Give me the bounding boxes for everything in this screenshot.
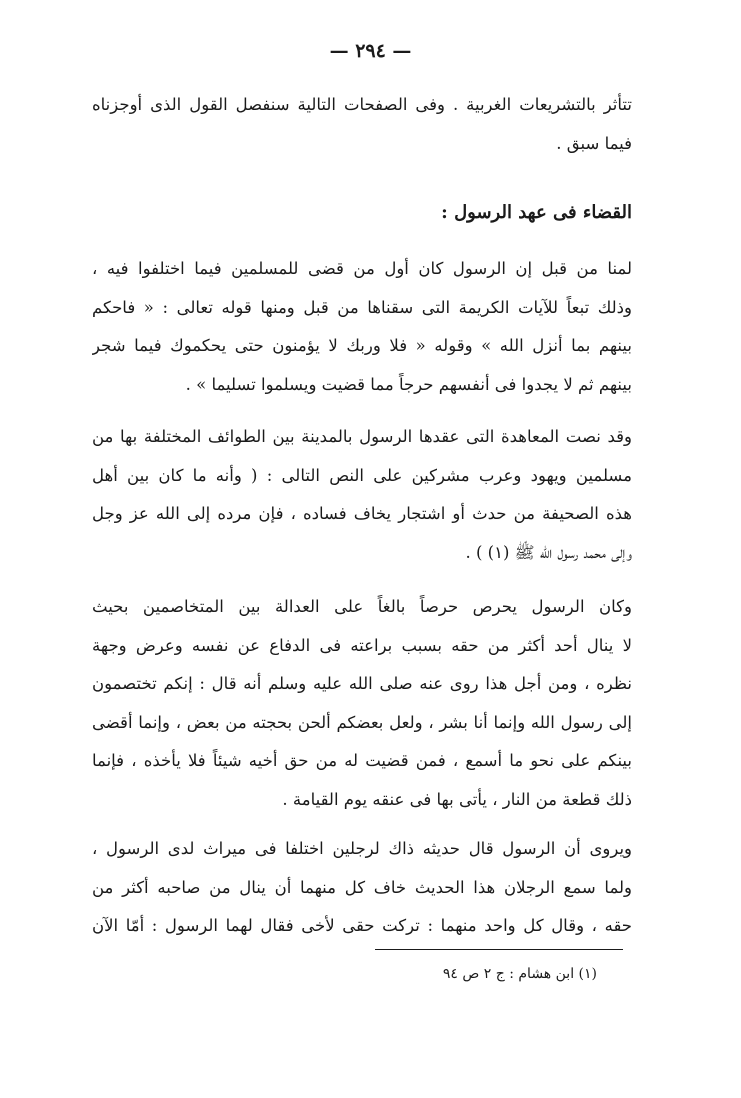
text-line: لمنا من قبل إن الرسول كان أول من قضى للمسلمين فيما اختلفوا فيه ،	[92, 259, 632, 278]
text-line: ذلك قطعة من النار ، يأتى بها فى عنقه يوم القيامة .	[282, 789, 632, 809]
text-line: ولما سمع الرجلان هذا الحديث خاف كل منهما أن ينال من صاحبه أكثر من	[92, 877, 632, 897]
paragraph-2	[92, 418, 632, 572]
text-line: ويروى أن الرسول قال حديثه ذاك لرجلين اختلفا فى ميراث لدى الرسول ،	[92, 839, 632, 858]
text-line: تتأثر بالتشريعات الغربية . وفى الصفحات التالية سنفصل القول الذى أوجزناه	[92, 95, 632, 114]
page-number: — ٢٩٤ —	[329, 40, 412, 62]
text-line: وقد نصت المعاهدة التى عقدها الرسول بالمدينة بين الطوائف المختلفة بها من	[92, 427, 632, 446]
text-line: وكان الرسول يحرص حرصاً بالغاً على العدالة بين المتخاصمين بحيث	[92, 597, 632, 616]
footnote: (١) ابن هشام : ج ٢ ص ٩٤	[442, 966, 597, 982]
paragraph-3	[92, 588, 632, 819]
text-line: لا ينال أحد أكثر من حقه بسبب براعته فى الدفاع عن نفسه وعرض وجهة	[92, 635, 632, 655]
footnote-divider	[375, 949, 623, 950]
section-heading: القضاء فى عهد الرسول :	[441, 202, 632, 223]
text-line: حقه ، وقال كل واحد منهما : تركت حقى لأخى فقال لهما الرسول : أمّا الآن	[92, 916, 632, 935]
text-line: بينكم على نحو ما أسمع ، فمن قضيت له من حق أخيه شيئاً فلا يأخذه ، فإنما	[92, 751, 632, 770]
paragraph-4	[92, 830, 632, 946]
paragraph-1	[92, 250, 632, 404]
text-line: وإلى محمد رسول الله ﷺ (١) ) .	[465, 542, 632, 562]
text-line: وذلك تبعاً للآيات الكريمة التى سقناها من قبل ومنها قوله تعالى : « فاحكم	[92, 297, 632, 317]
text-line: فيما سبق .	[556, 133, 632, 153]
text-line: بينهم بما أنزل الله » وقوله « فلا وربك لا يؤمنون حتى يحكموك فيما شجر	[92, 336, 632, 355]
intro-paragraph	[92, 86, 632, 163]
text-line: هذه الصحيفة من حدث أو اشتجار يخاف فساده ، فإن مرده إلى الله عز وجل	[92, 504, 632, 523]
text-line: مسلمين ويهود وعرب مشركين على النص التالى : ( وأنه ما كان بين أهل	[92, 465, 632, 485]
text-line: نظره ، ومن أجل هذا روى عنه صلى الله عليه وسلم أنه قال : إنكم تختصمون	[92, 674, 632, 693]
text-line: إلى رسول الله وإنما أنا بشر ، ولعل بعضكم ألحن بحجته من بعض ، وإنما أقضى	[92, 712, 632, 732]
text-line: بينهم ثم لا يجدوا فى أنفسهم حرجاً مما قضيت ويسلموا تسليما » .	[185, 374, 632, 394]
